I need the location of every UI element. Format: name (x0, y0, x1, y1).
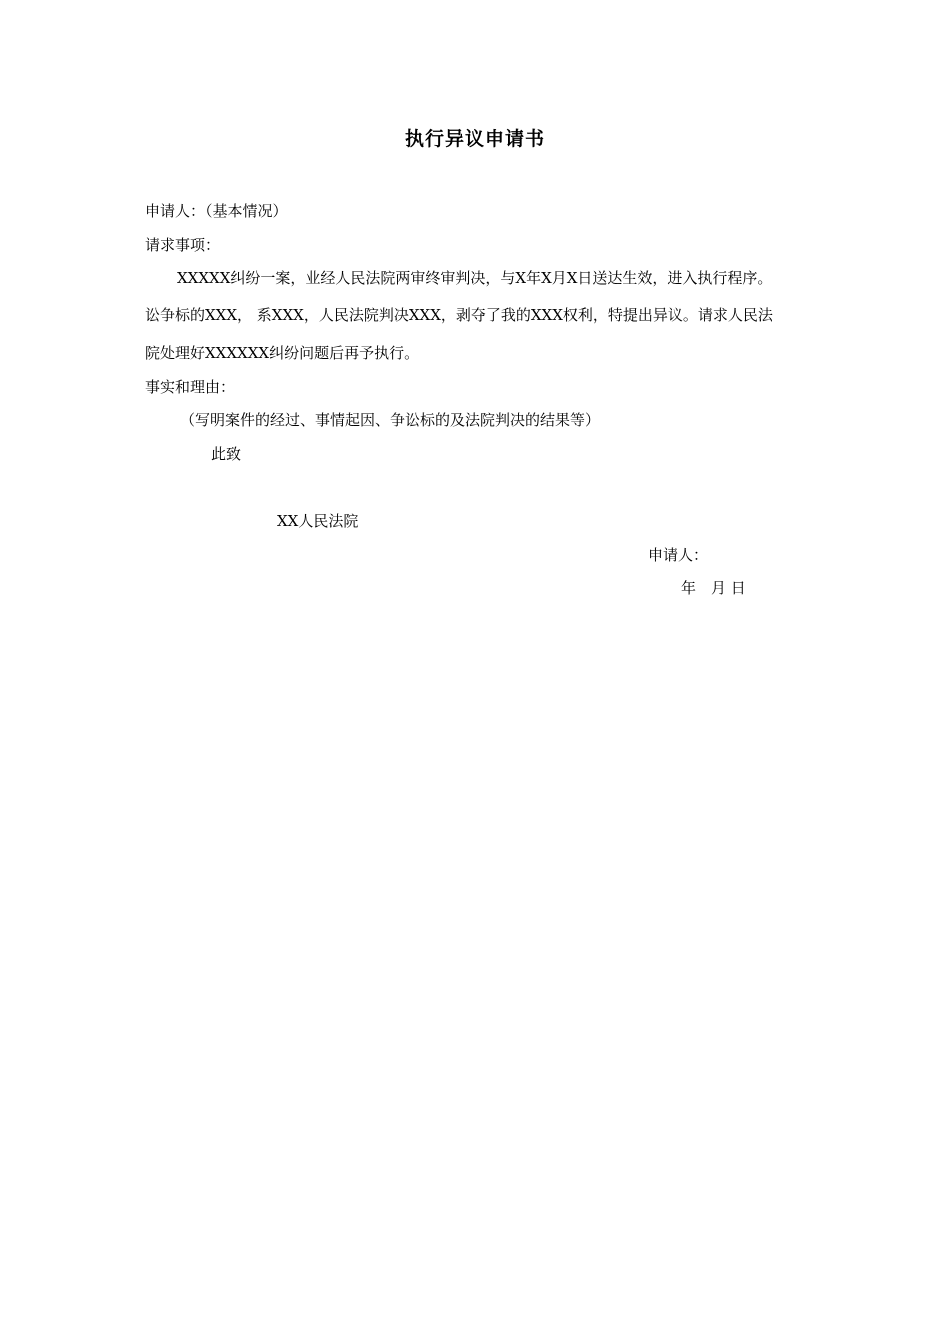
signature-label: 申请人： (648, 546, 709, 564)
request-body-line-1: XXXXX纠纷一案，业经人民法院两审终审判决，与X年X月X日送达生效，进入执行程序。 (177, 269, 773, 287)
request-heading: 请求事项： (145, 236, 221, 254)
facts-note: （写明案件的经过、事情起因、争讼标的及法院判决的结果等） (180, 411, 601, 429)
date-line: 年 月 日 (681, 579, 746, 597)
request-body-line-2: 讼争标的XXX， 系XXX，人民法院判决XXX，剥夺了我的XXX权利，特提出异议。请求人民法 (145, 306, 773, 324)
request-body-line-3: 院处理好XXXXXX纠纷问题后再予执行。 (145, 344, 420, 362)
facts-heading: 事实和理由： (145, 378, 236, 396)
document-title: 执行异议申请书 (404, 128, 545, 150)
closing-salutation: 此致 (211, 445, 242, 463)
applicant-line: 申请人：（基本情况） (145, 202, 288, 220)
court-name: XX人民法院 (277, 512, 359, 530)
